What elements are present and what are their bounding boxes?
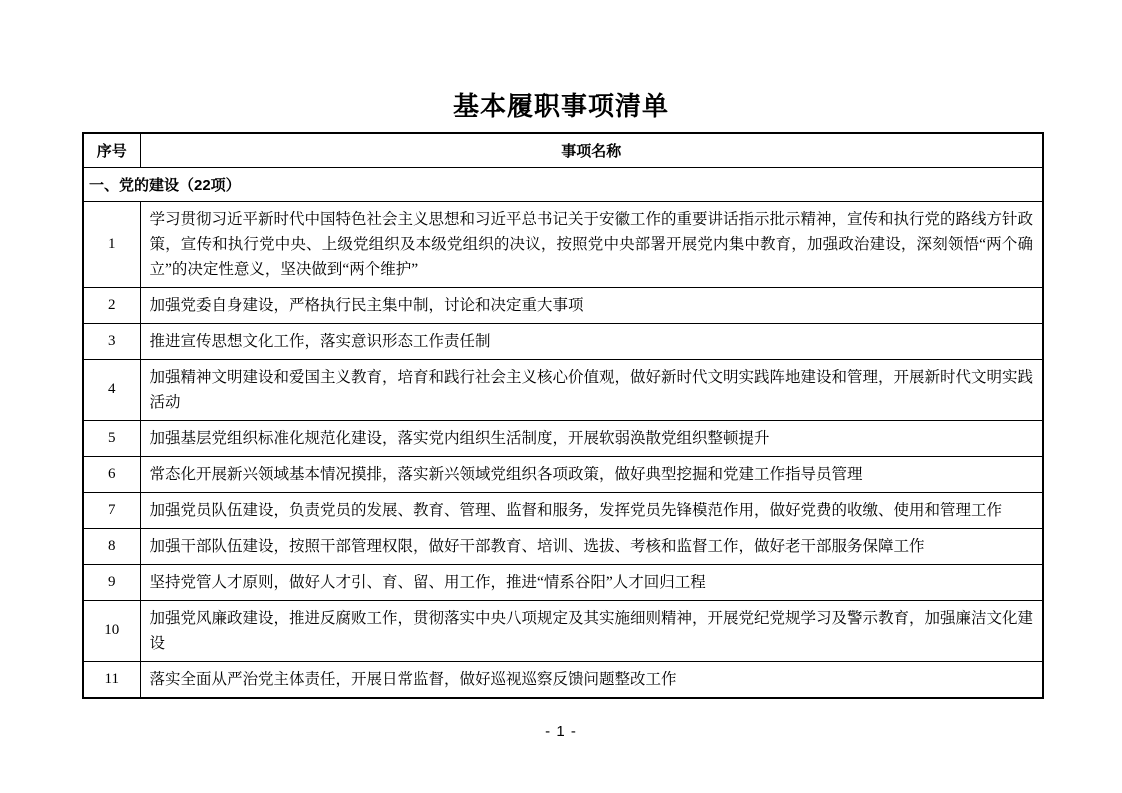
- row-number: 1: [83, 201, 140, 287]
- table-row: [83, 456, 1043, 492]
- table-row: [83, 287, 1043, 323]
- row-text: 加强干部队伍建设，按照干部管理权限，做好干部教育、培训、选拔、考核和监督工作，做好老干部服务保障工作: [140, 528, 1043, 564]
- row-number: 3: [83, 323, 140, 359]
- row-number: 9: [83, 564, 140, 600]
- section-header-label: 一、党的建设（22项）: [83, 167, 1043, 201]
- row-text: 常态化开展新兴领域基本情况摸排，落实新兴领域党组织各项政策，做好典型挖掘和党建工作指导员管理: [140, 456, 1043, 492]
- table-row: [83, 528, 1043, 564]
- row-text: 学习贯彻习近平新时代中国特色社会主义思想和习近平总书记关于安徽工作的重要讲话指示批示精神，宣传和执行党的路线方针政策，宣传和执行党中央、上级党组织及本级党组织的决议，按照党中央部署开展党内集中教育，加强政治建设，深刻领悟“两个确立”的决定性意义，坚决做到“两个维护”: [140, 201, 1043, 287]
- row-number: 5: [83, 420, 140, 456]
- table-row: [83, 564, 1043, 600]
- row-text: 推进宣传思想文化工作，落实意识形态工作责任制: [140, 323, 1043, 359]
- row-number: 10: [83, 600, 140, 661]
- row-text: 加强党员队伍建设，负责党员的发展、教育、管理、监督和服务，发挥党员先锋模范作用，做好党费的收缴、使用和管理工作: [140, 492, 1043, 528]
- items-table: [82, 132, 1044, 699]
- section-header-row: [83, 167, 1043, 201]
- table-row: [83, 492, 1043, 528]
- row-text: 加强基层党组织标准化规范化建设，落实党内组织生活制度，开展软弱涣散党组织整顿提升: [140, 420, 1043, 456]
- row-text: 加强党风廉政建设，推进反腐败工作，贯彻落实中央八项规定及其实施细则精神，开展党纪党规学习及警示教育，加强廉洁文化建设: [140, 600, 1043, 661]
- row-number: 7: [83, 492, 140, 528]
- header-cell-number: 序号: [83, 133, 140, 167]
- table-row: [83, 600, 1043, 661]
- page-title: 基本履职事项清单: [452, 92, 669, 121]
- table-row: [83, 359, 1043, 420]
- table-header-row: [83, 133, 1043, 167]
- row-number: 8: [83, 528, 140, 564]
- header-cell-name: 事项名称: [140, 133, 1043, 167]
- table-row: [83, 323, 1043, 359]
- row-text: 加强党委自身建设，严格执行民主集中制，讨论和决定重大事项: [140, 287, 1043, 323]
- page-number: - 1 -: [545, 722, 577, 740]
- table-row: [83, 201, 1043, 287]
- row-text: 加强精神文明建设和爱国主义教育，培育和践行社会主义核心价值观，做好新时代文明实践阵地建设和管理，开展新时代文明实践活动: [140, 359, 1043, 420]
- row-number: 4: [83, 359, 140, 420]
- table-row: [83, 661, 1043, 698]
- row-number: 11: [83, 661, 140, 698]
- row-text: 落实全面从严治党主体责任，开展日常监督，做好巡视巡察反馈问题整改工作: [140, 661, 1043, 698]
- table-row: [83, 420, 1043, 456]
- row-number: 6: [83, 456, 140, 492]
- row-number: 2: [83, 287, 140, 323]
- row-text: 坚持党管人才原则，做好人才引、育、留、用工作，推进“情系谷阳”人才回归工程: [140, 564, 1043, 600]
